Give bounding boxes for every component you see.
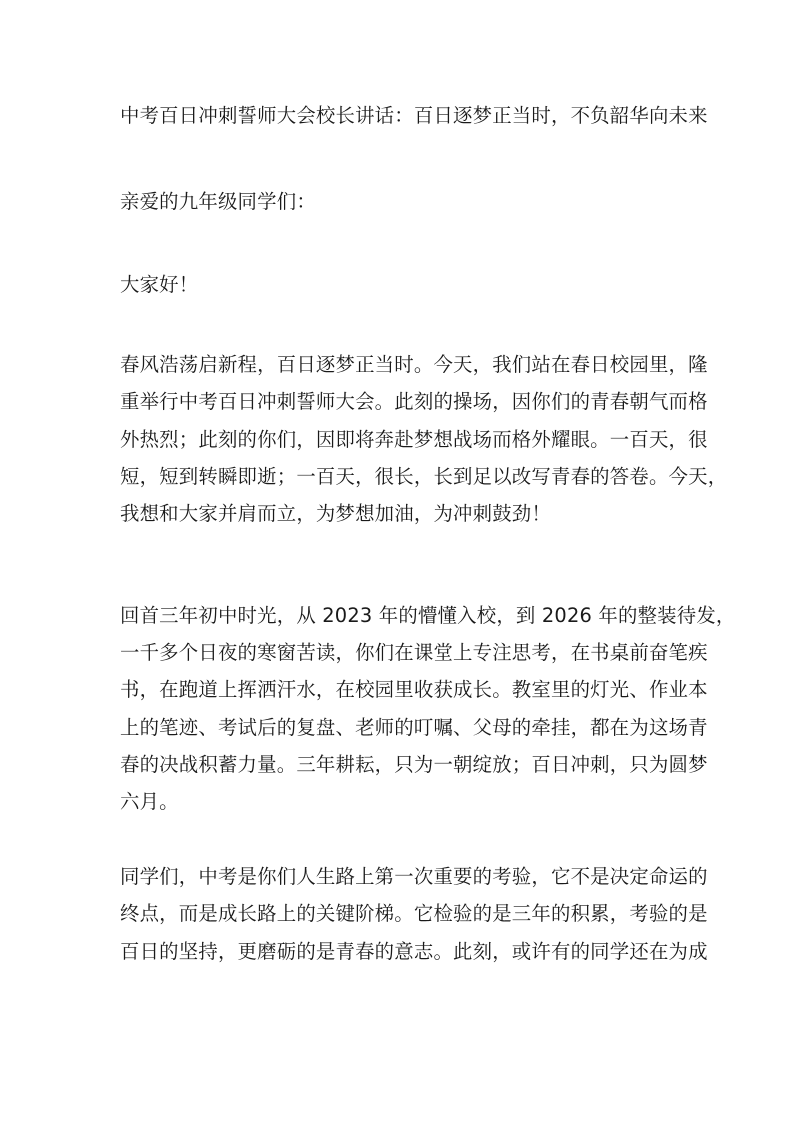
paragraph-line: 书，在跑道上挥洒汗水，在校园里收获成长。教室里的灯光、作业本 — [120, 678, 708, 701]
paragraph-line: 六月。 — [120, 790, 179, 813]
paragraph-line: 百日的坚持，更磨砺的是青春的意志。此刻，或许有的同学还在为成 — [120, 940, 708, 963]
paragraph-line: 回首三年初中时光，从 2023 年的懵懂入校，到 2026 年的整装待发， — [120, 604, 736, 627]
paragraph-line: 终点，而是成长路上的关键阶梯。它检验的是三年的积累，考验的是 — [120, 902, 708, 925]
paragraph-line: 一千多个日夜的寒窗苦读，你们在课堂上专注思考，在书桌前奋笔疾 — [120, 641, 708, 664]
paragraph-line: 春的决战积蓄力量。三年耕耘，只为一朝绽放；百日冲刺，只为圆梦 — [120, 753, 708, 776]
paragraph-line: 上的笔迹、考试后的复盘、老师的叮嘱、父母的牵挂，都在为这场青 — [120, 716, 708, 739]
paragraph-line: 春风浩荡启新程，百日逐梦正当时。今天，我们站在春日校园里，隆 — [120, 353, 708, 376]
paragraph-line: 重举行中考百日冲刺誓师大会。此刻的操场，因你们的青春朝气而格 — [120, 390, 708, 413]
greeting: 大家好！ — [120, 273, 199, 296]
paragraph-line: 外热烈；此刻的你们，因即将奔赴梦想战场而格外耀眼。一百天，很 — [120, 428, 708, 451]
paragraph-line: 短，短到转瞬即逝；一百天，很长，长到足以改写青春的答卷。今天， — [120, 465, 728, 488]
paragraph-line: 我想和大家并肩而立，为梦想加油，为冲刺鼓劲！ — [120, 502, 551, 525]
salutation: 亲爱的九年级同学们： — [120, 190, 316, 213]
document-title: 中考百日冲刺誓师大会校长讲话：百日逐梦正当时，不负韶华向未来 — [120, 104, 708, 127]
paragraph-line: 同学们，中考是你们人生路上第一次重要的考验，它不是决定命运的 — [120, 865, 708, 888]
